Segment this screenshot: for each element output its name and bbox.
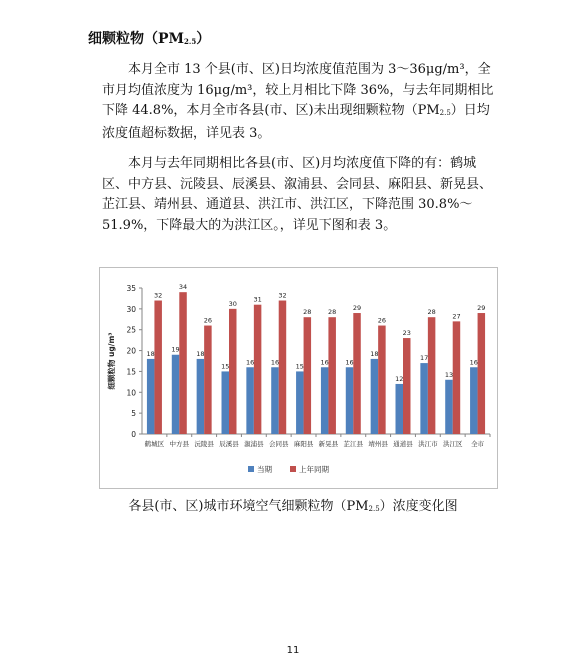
y-tick-label: 20 xyxy=(126,346,136,356)
bar-last-year xyxy=(304,317,312,434)
data-label: 29 xyxy=(477,304,486,313)
paragraph-comparison xyxy=(102,154,502,236)
y-tick-label: 15 xyxy=(126,367,136,377)
bar-current xyxy=(420,363,428,434)
x-tick-label: 新晃县 xyxy=(318,440,339,448)
bar-last-year xyxy=(179,292,187,434)
chart-caption xyxy=(0,495,586,514)
page-number: 11 xyxy=(286,645,300,656)
legend-swatch xyxy=(290,466,296,472)
bar-current xyxy=(296,371,304,434)
data-label: 27 xyxy=(452,312,461,321)
data-label: 32 xyxy=(278,291,287,300)
bar-current xyxy=(172,355,180,434)
data-label: 29 xyxy=(352,304,362,313)
paragraph-summary xyxy=(102,60,502,144)
bar-current xyxy=(222,371,230,434)
paragraph-comparison-text: 本月与去年同期相比各县(市、区)月均浓度值下降的有：鹤城区、中方县、沅陵县、辰溪县、溆浦县、会同县、麻阳县、新晃县、芷江县、靖州县、通道县、洪江市、洪江区，下降范围 30.8%～51.9%，下降最大的为洪江区。，详见下图和表 3。 xyxy=(102,156,493,233)
bar-last-year xyxy=(378,326,386,434)
y-tick-label: 5 xyxy=(131,409,136,419)
bar-last-year xyxy=(154,301,162,434)
y-tick-label: 30 xyxy=(126,304,136,314)
x-tick-label: 通道县 xyxy=(393,440,413,448)
x-tick-label: 中方县 xyxy=(169,440,190,448)
data-label: 15 xyxy=(295,362,304,371)
data-label: 12 xyxy=(395,374,404,383)
bar-last-year xyxy=(254,305,262,434)
bar-last-year xyxy=(478,313,486,434)
data-label: 26 xyxy=(377,316,387,325)
data-label: 26 xyxy=(203,316,213,325)
y-tick-label: 35 xyxy=(126,284,136,293)
bar-current xyxy=(396,384,404,434)
data-label: 16 xyxy=(270,358,280,367)
bar-last-year xyxy=(328,317,336,434)
data-label: 28 xyxy=(328,308,337,317)
data-label: 18 xyxy=(146,349,155,358)
x-tick-label: 沅陵县 xyxy=(194,440,214,448)
bar-last-year xyxy=(353,313,361,434)
paragraph-summary-subscript: 2.5 xyxy=(439,109,451,117)
bar-current xyxy=(470,367,478,434)
paragraph-summary-text-a: 本月全市 13 个县(市、区)日均浓度值范围为 3～36μg/m³，全市月均值浓度为 16μg/m³，较上月相比下降 36%，与去年同期相比下降 44.8%，本月全市各县(市、区)未出现细颗粒物（PM xyxy=(102,62,494,118)
y-axis-label: 细颗粒物 ug/m³ xyxy=(107,332,116,390)
data-label: 13 xyxy=(444,370,454,379)
y-tick-label: 0 xyxy=(131,430,136,439)
x-tick-label: 会同县 xyxy=(268,440,289,448)
x-tick-label: 麻阳县 xyxy=(293,440,314,448)
bar-current xyxy=(371,359,379,434)
data-label: 16 xyxy=(245,358,255,367)
heading-end: ） xyxy=(196,31,211,47)
data-label: 34 xyxy=(178,283,188,292)
data-label: 18 xyxy=(370,349,379,358)
caption-text-a: 各县(市、区)城市环境空气细颗粒物（PM xyxy=(128,499,369,514)
data-label: 18 xyxy=(196,349,205,358)
bar-last-year xyxy=(453,321,461,434)
bar-last-year xyxy=(403,338,411,434)
x-tick-label: 芷江县 xyxy=(343,440,364,448)
y-tick-label: 25 xyxy=(126,325,136,335)
bar-current xyxy=(147,359,155,434)
legend-swatch xyxy=(248,466,254,472)
bar-current xyxy=(271,367,279,434)
bar-current xyxy=(445,380,453,434)
x-tick-label: 全市 xyxy=(471,440,485,448)
data-label: 15 xyxy=(221,362,230,371)
legend-label: 当期 xyxy=(257,465,272,474)
section-heading xyxy=(88,28,210,48)
paragraph-summary-text-b: ）日均浓度值超标数据，详见表 3。 xyxy=(102,103,490,141)
bar-last-year xyxy=(279,301,287,434)
bar-current xyxy=(346,367,354,434)
bar-last-year xyxy=(428,317,436,434)
heading-text: 细颗粒物（PM xyxy=(88,31,185,47)
bar-last-year xyxy=(204,326,212,434)
bar-current xyxy=(197,359,205,434)
data-label: 32 xyxy=(154,291,163,300)
data-label: 30 xyxy=(228,299,237,308)
caption-text-b: ）浓度变化图 xyxy=(379,499,458,514)
data-label: 16 xyxy=(469,358,478,367)
data-label: 23 xyxy=(402,329,411,338)
data-label: 16 xyxy=(320,358,329,367)
data-label: 17 xyxy=(419,354,429,363)
y-tick-label: 10 xyxy=(126,388,136,398)
data-label: 28 xyxy=(427,308,436,317)
bar-chart xyxy=(100,268,497,488)
data-label: 31 xyxy=(253,295,262,304)
x-tick-label: 溆浦县 xyxy=(244,440,264,448)
data-label: 28 xyxy=(303,308,312,317)
x-tick-label: 鹤城区 xyxy=(144,440,165,448)
caption-subscript: 2.5 xyxy=(368,505,380,513)
x-tick-label: 辰溪县 xyxy=(219,440,239,448)
heading-subscript: 2.5 xyxy=(184,37,197,46)
data-label: 16 xyxy=(345,358,354,367)
x-tick-label: 靖州县 xyxy=(368,440,388,448)
x-tick-label: 洪江市 xyxy=(418,440,438,448)
bar-last-year xyxy=(229,309,237,434)
x-tick-label: 洪江区 xyxy=(442,440,463,448)
data-label: 19 xyxy=(171,345,180,354)
bar-current xyxy=(321,367,329,434)
legend-label: 上年同期 xyxy=(299,465,329,474)
bar-current xyxy=(246,367,254,434)
chart-frame xyxy=(99,267,498,489)
